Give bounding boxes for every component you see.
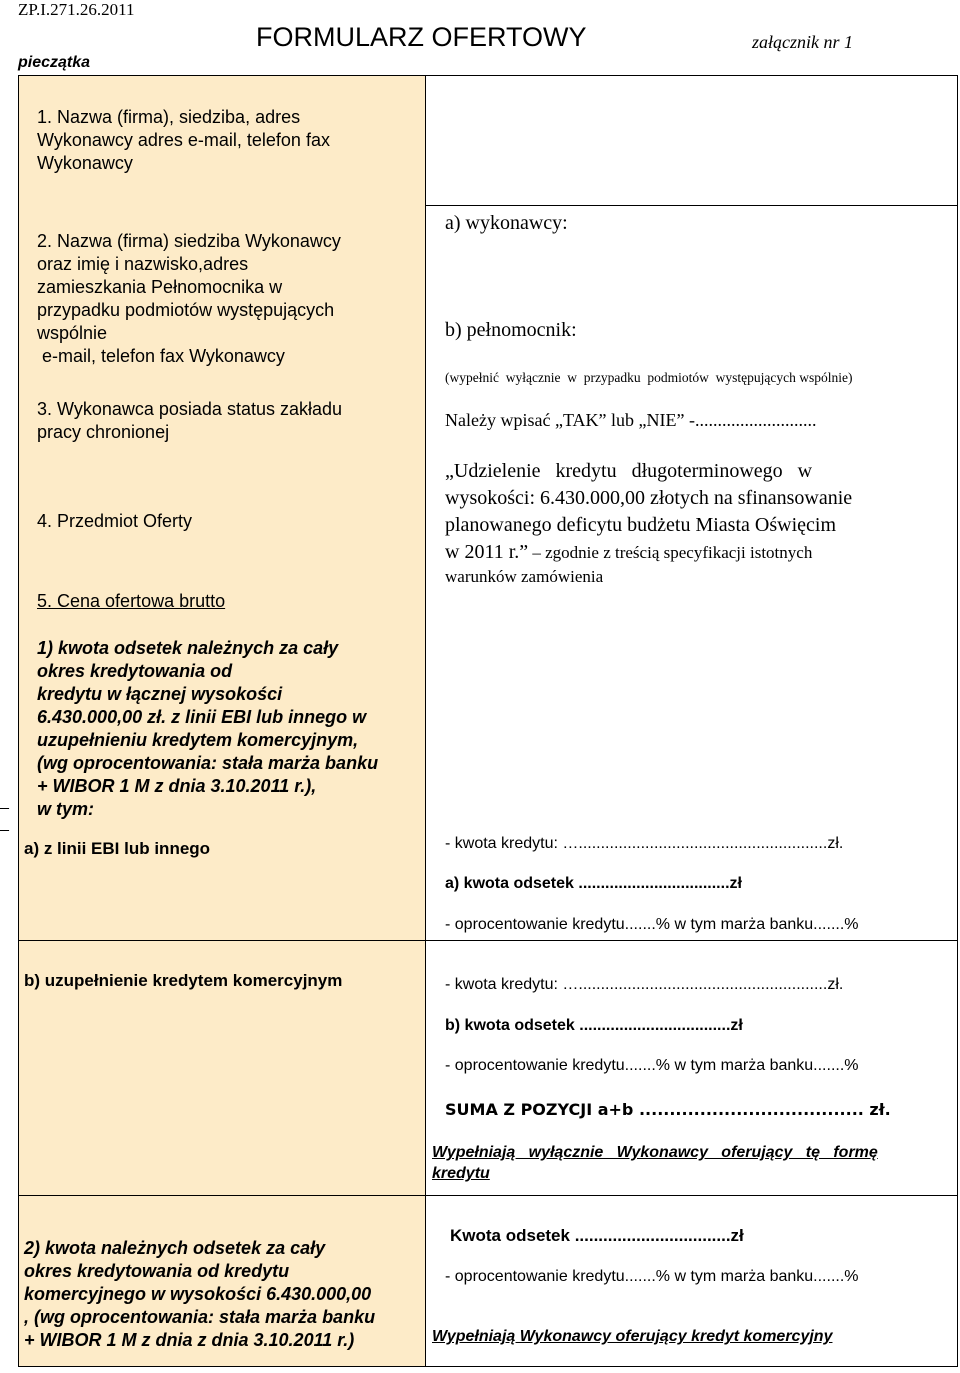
attachment-label: załącznik nr 1	[752, 32, 853, 52]
interest-rate-a-field: - oprocentowanie kredytu.......% w tym marża banku.......%	[445, 916, 859, 933]
credit-amount-a-field: - kwota kredytu: …........................................................zł.	[445, 835, 844, 852]
interest-amount-b-field: b) kwota odsetek ..................................zł	[445, 1017, 743, 1034]
section-5-2-label: 2) kwota należnych odsetek za cały okres kredytowania od kredytu komercyjnego w wysokości 6.430.000,00 , (wg oprocentowania: stała marża banku + WIBOR 1 M z dnia z dnia 3.10.2011 r.)	[24, 1238, 376, 1350]
interest-amount-a-field: a) kwota odsetek ..................................zł	[445, 875, 742, 892]
proxy-field-label: b) pełnomocnik:	[445, 319, 577, 341]
section-5-label: 5. Cena ofertowa brutto	[37, 591, 226, 611]
section-3-label: 3. Wykonawca posiada status zakładu pracy chronionej	[37, 399, 343, 442]
reference-number: ZP.I.271.26.2011	[18, 0, 135, 19]
joint-entities-note: (wypełnić wyłącznie w przypadku podmiotów występujących wspólnie)	[445, 370, 853, 385]
page-title: FORMULARZ OFERTOWY	[256, 22, 587, 52]
contractor-field-label: a) wykonawcy:	[445, 212, 568, 234]
credit-amount-b-field: - kwota kredytu: …........................................................zł.	[445, 976, 844, 993]
section-1-label: 1. Nazwa (firma), siedziba, adres Wykonawcy adres e-mail, telefon fax Wykonawcy	[37, 107, 330, 173]
total-sum-field: SUMA Z POZYCJI a+b ..................................... zł.	[445, 1100, 891, 1119]
fill-note-ebi: Wypełniają wyłącznie Wykonawcy oferujący tę formę kredytu	[432, 1144, 878, 1182]
stamp-label: pieczątka	[18, 54, 91, 71]
margin-dash-1: _	[0, 793, 9, 810]
section-2-label: 2. Nazwa (firma) siedziba Wykonawcy oraz imię i nazwisko,adres zamieszkania Pełnomocnika w przypadku podmiotów występujących wspólnie e-mail, telefon fax Wykonawcy	[37, 231, 341, 366]
interest-amount-commercial-field: Kwota odsetek .................................zł	[450, 1226, 744, 1245]
fill-note-commercial: Wypełniają Wykonawcy oferujący kredyt komercyjny	[432, 1328, 833, 1345]
margin-dash-2: _	[0, 815, 9, 832]
offer-subject-text: „Udzielenie kredytu długoterminowego w wysokości: 6.430.000,00 złotych na sfinansowanie planowanego deficytu budżetu Miasta Oświęcim w 2011 r.” – zgodnie z treścią specyfikacji istotnych warunków zamówienia	[445, 460, 853, 586]
section-5b-label: b) uzupełnienie kredytem komercyjnym	[24, 971, 343, 990]
interest-rate-commercial-field: - oprocentowanie kredytu.......% w tym marża banku.......%	[445, 1268, 859, 1285]
section-5a-label: a) z linii EBI lub innego	[24, 839, 211, 858]
section-5-1-label: 1) kwota odsetek należnych za cały okres kredytowania od kredytu w łącznej wysokości 6.430.000,00 zł. z linii EBI lub innego w uzupełnieniu kredytem komercyjnym, (wg oprocentowania: stała marża banku + WIBOR 1 M z dnia 3.10.2011 r.), w tym:	[37, 638, 379, 819]
interest-rate-b-field: - oprocentowanie kredytu.......% w tym marża banku.......%	[445, 1057, 859, 1074]
sheltered-status-field: Należy wpisać „TAK” lub „NIE” -...........................	[445, 410, 817, 430]
section-4-label: 4. Przedmiot Oferty	[37, 511, 193, 531]
